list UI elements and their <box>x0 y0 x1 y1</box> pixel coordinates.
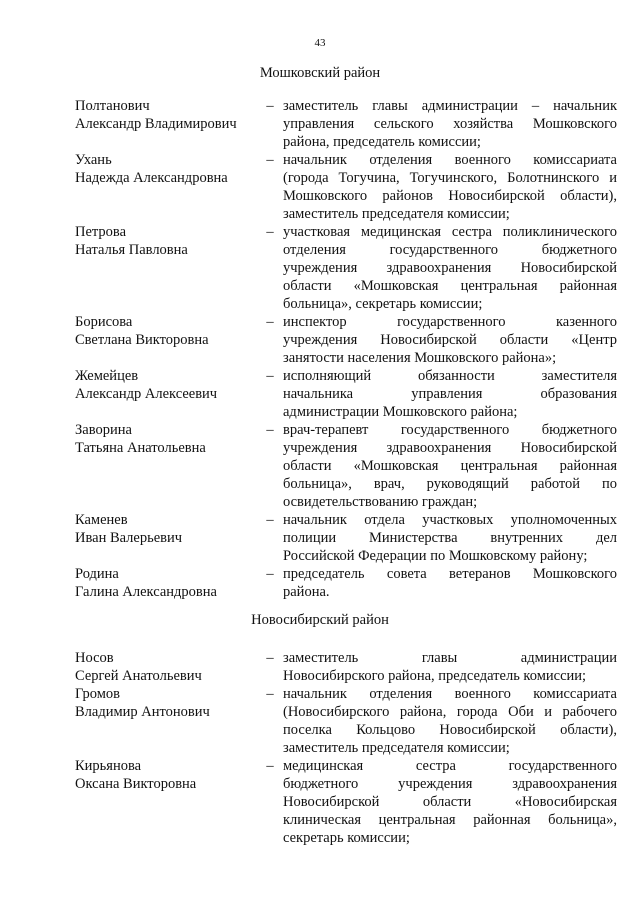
member-surname: Полтанович <box>75 98 150 114</box>
position-line: клиническая центральная районная больница», <box>283 812 617 828</box>
position-line: занятости населения Мошковского района»; <box>283 350 557 366</box>
position-line: заместитель главы администрации <box>283 650 617 666</box>
member-given-names: Александр Алексеевич <box>75 386 218 402</box>
dash-separator: – <box>266 566 274 582</box>
position-line: (Новосибирского района, города Оби и рабочего <box>283 704 617 720</box>
position-line: начальник отдела участковых уполномоченных <box>283 512 617 528</box>
member-surname: Носов <box>75 650 114 666</box>
member-surname: Петрова <box>75 224 127 240</box>
member-given-names: Галина Александровна <box>75 584 217 600</box>
member-name <box>75 421 255 457</box>
member-position <box>283 421 617 511</box>
member-surname: Кирьянова <box>75 758 142 774</box>
position-line: Новосибирской области «Новосибирская <box>283 794 617 810</box>
position-line: секретарь комиссии; <box>283 830 410 846</box>
position-line: отделения государственного бюджетного <box>283 242 617 258</box>
position-line: больница», секретарь комиссии; <box>283 296 483 312</box>
dash-separator: – <box>266 152 274 168</box>
member-position <box>283 565 617 601</box>
member-given-names: Надежда Александровна <box>75 170 228 186</box>
position-line: исполняющий обязанности заместителя <box>283 368 617 384</box>
position-line: врач-терапевт государственного бюджетного <box>283 422 617 438</box>
position-line: Мошковского районов Новосибирской области), <box>283 188 617 204</box>
member-name <box>75 223 255 259</box>
position-line: области «Мошковская центральная районная <box>283 278 617 294</box>
district-heading: Мошковский район <box>259 65 381 81</box>
member-surname: Каменев <box>75 512 128 528</box>
position-line: области «Мошковская центральная районная <box>283 458 617 474</box>
member-surname: Заворина <box>75 422 132 438</box>
dash-separator: – <box>266 224 274 240</box>
position-line: начальник отделения военного комиссариата <box>283 686 617 702</box>
member-name <box>75 97 255 133</box>
member-name <box>75 367 255 403</box>
position-line: поселка Кольцово Новосибирской области), <box>283 722 617 738</box>
member-given-names: Татьяна Анатольевна <box>75 440 206 456</box>
member-given-names: Сергей Анатольевич <box>75 668 202 684</box>
position-line: освидетельствованию граждан; <box>283 494 478 510</box>
member-surname: Жемейцев <box>75 368 139 384</box>
position-line: больница», врач, руководящий работой по <box>283 476 617 492</box>
position-line: Российской Федерации по Мошковскому району; <box>283 548 588 564</box>
member-given-names: Иван Валерьевич <box>75 530 183 546</box>
member-position <box>283 511 617 565</box>
member-position <box>283 757 617 847</box>
member-surname: Родина <box>75 566 119 582</box>
position-line: учреждения здравоохранения Новосибирской <box>283 260 617 276</box>
dash-separator: – <box>266 686 274 702</box>
dash-separator: – <box>266 314 274 330</box>
member-name <box>75 757 255 793</box>
position-line: начальника управления образования <box>283 386 617 402</box>
member-position <box>283 223 617 313</box>
member-name <box>75 313 255 349</box>
position-line: района. <box>283 584 330 600</box>
dash-separator: – <box>266 650 274 666</box>
position-line: заместитель главы администрации – начальник <box>283 98 617 114</box>
member-surname: Борисова <box>75 314 133 330</box>
position-line: медицинская сестра государственного <box>283 758 617 774</box>
member-position <box>283 151 617 223</box>
member-position <box>283 685 617 757</box>
position-line: бюджетного учреждения здравоохранения <box>283 776 617 792</box>
member-given-names: Александр Владимирович <box>75 116 237 132</box>
dash-separator: – <box>266 368 274 384</box>
member-name <box>75 565 255 601</box>
member-given-names: Наталья Павловна <box>75 242 188 258</box>
member-position <box>283 97 617 151</box>
member-surname: Громов <box>75 686 120 702</box>
position-line: заместитель председателя комиссии; <box>283 740 510 756</box>
position-line: инспектор государственного казенного <box>283 314 617 330</box>
member-surname: Ухань <box>75 152 112 168</box>
position-line: начальник отделения военного комиссариата <box>283 152 617 168</box>
member-given-names: Оксана Викторовна <box>75 776 197 792</box>
position-line: управления сельского хозяйства Мошковского <box>283 116 617 132</box>
position-line: администрации Мошковского района; <box>283 404 518 420</box>
position-line: заместитель председателя комиссии; <box>283 206 510 222</box>
member-name <box>75 151 255 187</box>
district-heading: Новосибирский район <box>251 612 389 628</box>
page-number: 43 <box>314 37 326 49</box>
position-line: полиции Министерства внутренних дел <box>283 530 617 546</box>
member-position <box>283 649 617 685</box>
member-name <box>75 685 255 721</box>
position-line: председатель совета ветеранов Мошковского <box>283 566 617 582</box>
member-name <box>75 649 255 685</box>
member-position <box>283 313 617 367</box>
dash-separator: – <box>266 512 274 528</box>
member-given-names: Владимир Антонович <box>75 704 210 720</box>
member-position <box>283 367 617 421</box>
position-line: учреждения Новосибирской области «Центр <box>283 332 617 348</box>
position-line: участковая медицинская сестра поликлинического <box>283 224 617 240</box>
dash-separator: – <box>266 98 274 114</box>
dash-separator: – <box>266 422 274 438</box>
member-name <box>75 511 255 547</box>
dash-separator: – <box>266 758 274 774</box>
member-given-names: Светлана Викторовна <box>75 332 209 348</box>
position-line: учреждения здравоохранения Новосибирской <box>283 440 617 456</box>
position-line: Новосибирского района, председатель комиссии; <box>283 668 587 684</box>
position-line: (города Тогучина, Тогучинского, Болотнинского и <box>283 170 617 186</box>
position-line: района, председатель комиссии; <box>283 134 481 150</box>
